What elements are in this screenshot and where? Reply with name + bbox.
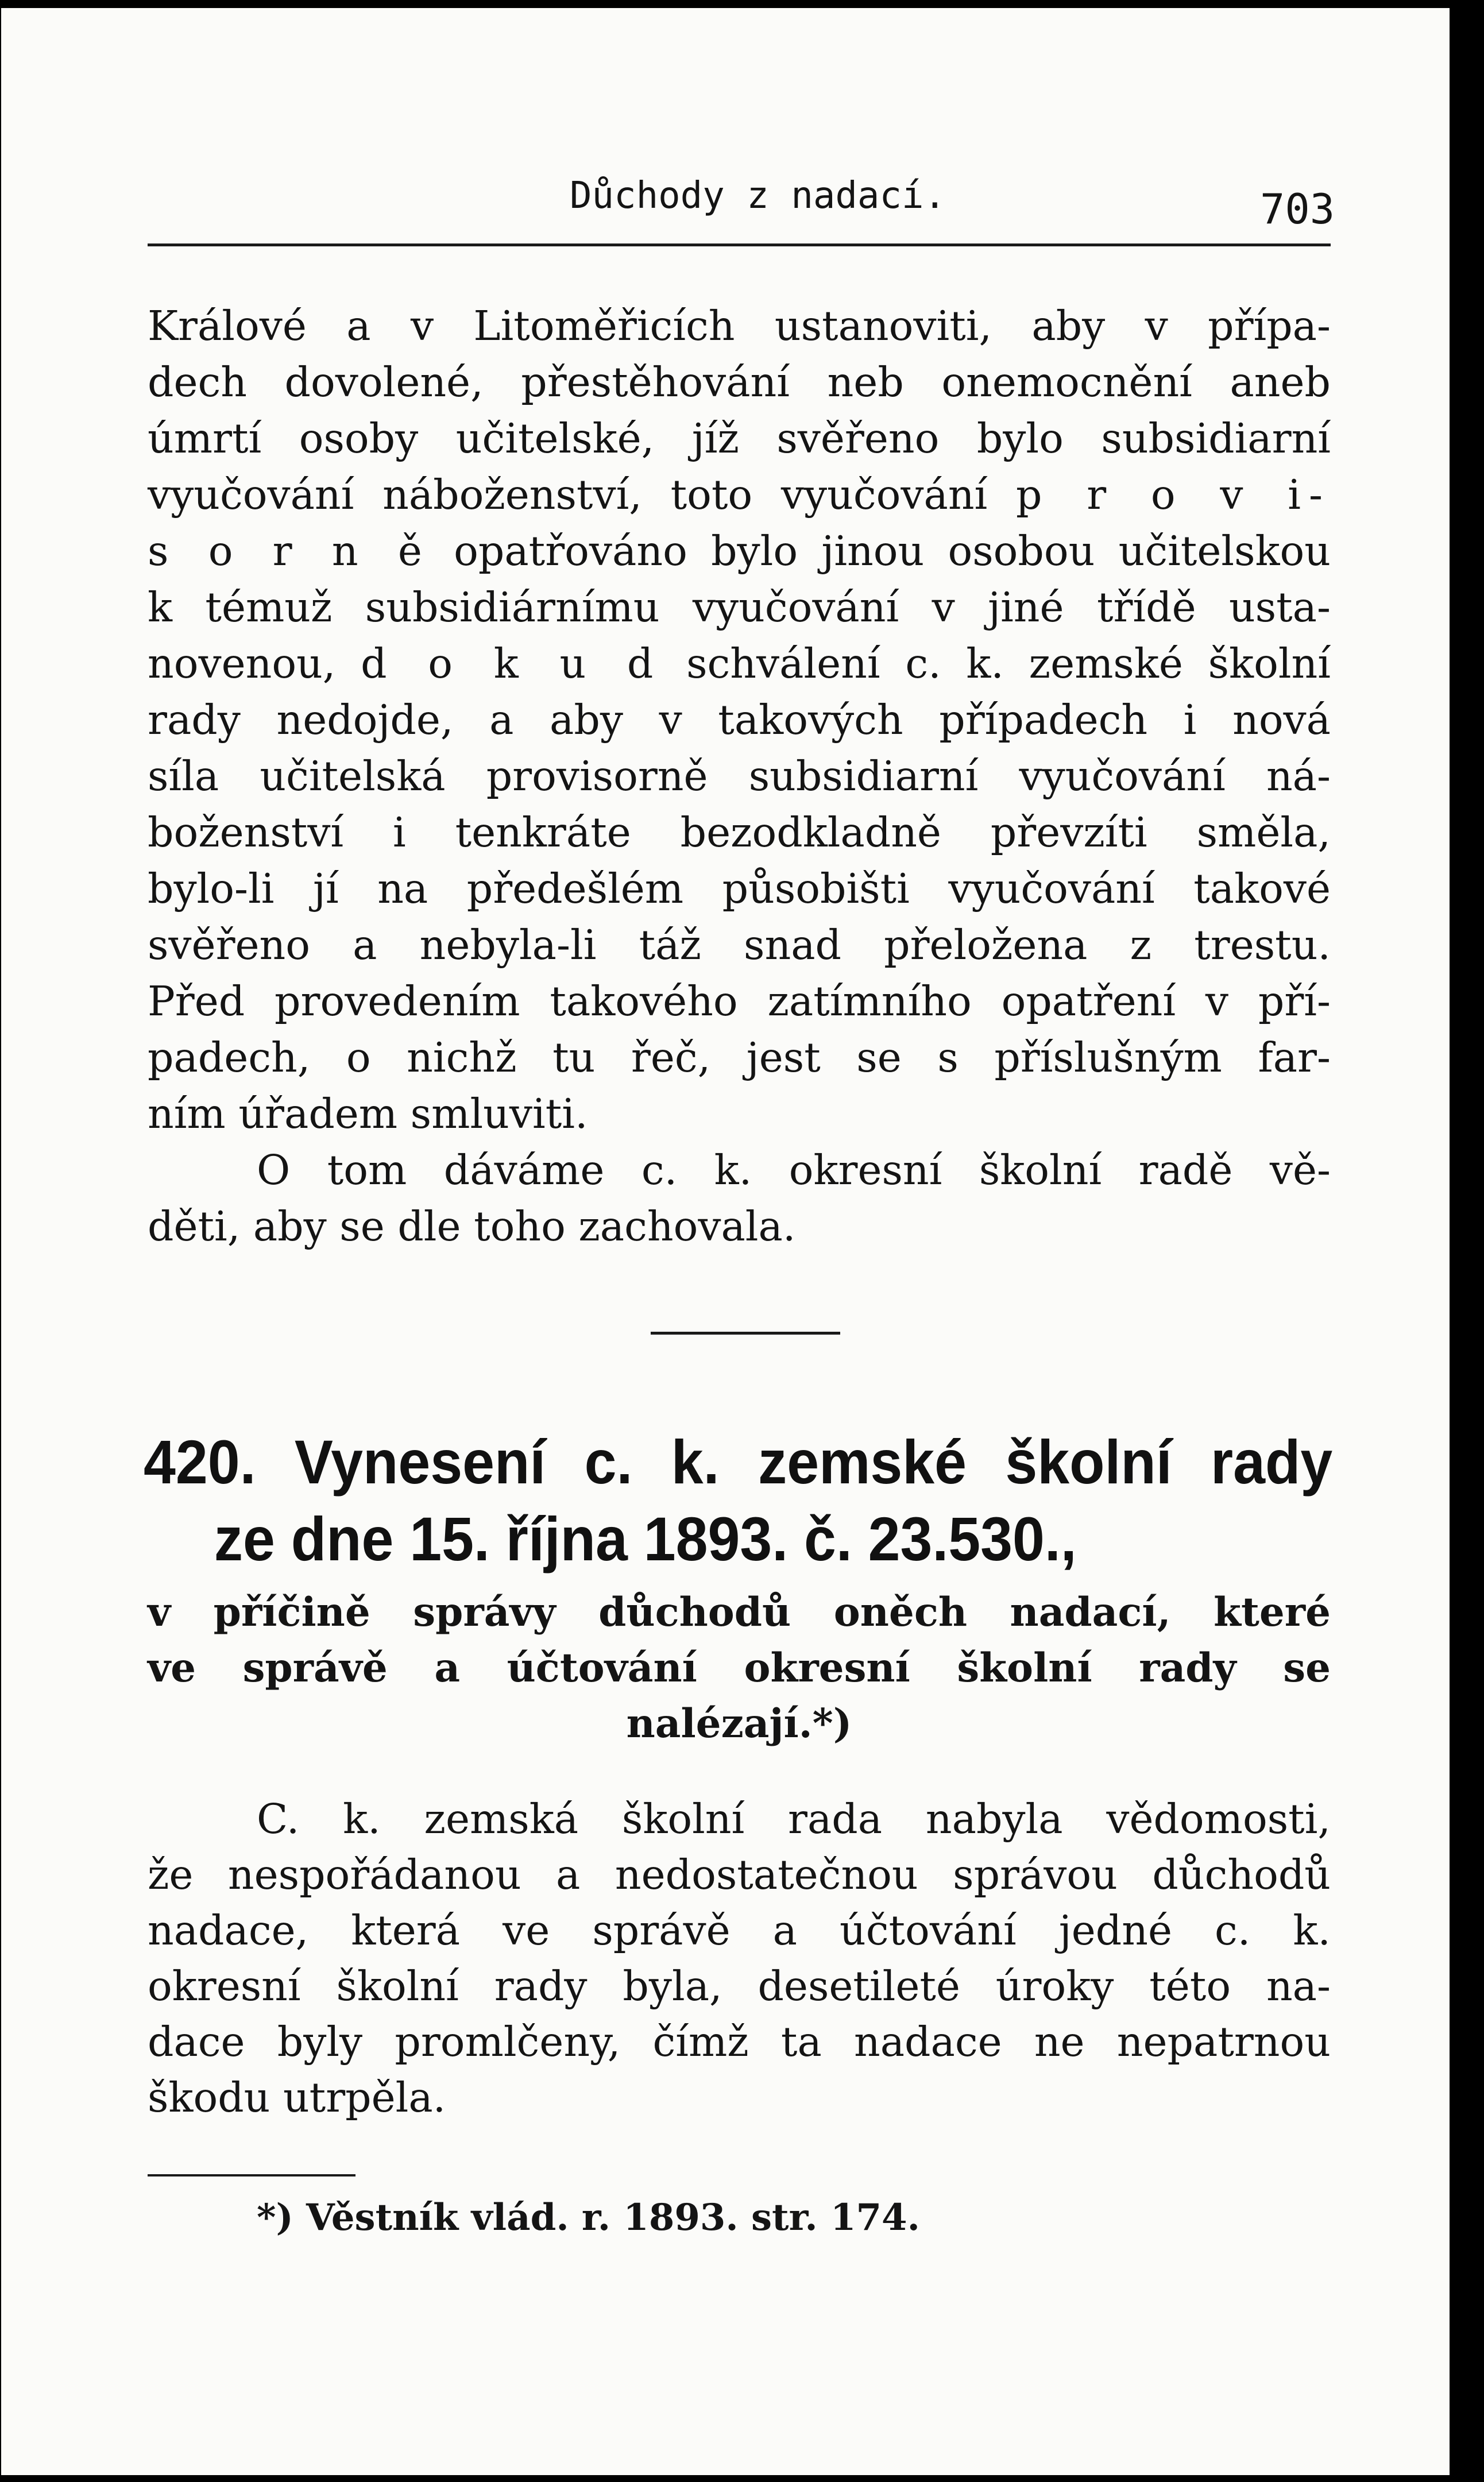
text-line: bylo-li jí na předešlém působišti vyučování takové [148,865,1331,913]
text-line: ním úřadem smluviti. [148,1090,588,1138]
running-header: Důchody z nadací. [570,175,946,217]
header-rule [148,243,1331,246]
text-line: síla učitelská provisorně subsidiarní vyučování ná- [148,752,1331,800]
text-line: okresní školní rady byla, desetileté úroky této na- [148,1962,1331,2010]
spaced-text: s o r n ě [148,527,430,575]
text-line: nadace, která ve správě a účtování jedné c. k. [148,1907,1331,1954]
text-line: svěřeno a nebyla-li táž snad přeložena z trestu. [148,921,1331,969]
text-line: dace byly promlčeny, čímž ta nadace ne nepatrnou [148,2018,1331,2066]
text-line: C. k. zemská školní rada nabyla vědomosti, [257,1795,1331,1843]
decree-body [148,1791,1331,2125]
text-line [148,636,1331,692]
section-divider [651,1332,840,1335]
footnote-rule [148,2174,355,2176]
scan-edge [1450,0,1484,2482]
document-page [1,8,1450,2475]
text-line: rady nedojde, a aby v takových případech i nová [148,696,1331,744]
subheading-line: ve správě a účtování okresní školní rady se [148,1645,1331,1691]
footnote: *) Věstník vlád. r. 1893. str. 174. [257,2196,920,2239]
decree-heading [144,1424,1333,1578]
text-fragment: novenou, [148,640,336,687]
spaced-text: d o k u d [361,640,662,687]
text-line: že nespořádanou a nedostatečnou správou důchodů [148,1851,1331,1899]
text-line: Před provedením takového zatímního opatření v pří- [148,977,1331,1025]
decree-heading-line-2: ze dne 15. října 1893. č. 23.530., [214,1504,1077,1574]
paragraph-1 [148,298,1331,1255]
text-line [148,523,1331,579]
text-line: dech dovolené, přestěhování neb onemocnění aneb [148,358,1331,406]
page-number: 703 [1260,185,1335,233]
subheading-line: nalézají.*) [626,1700,852,1747]
decree-subheading [148,1584,1331,1752]
subheading-line: v příčině správy důchodů oněch nadací, které [148,1589,1331,1636]
text-line: k témuž subsidiárnímu vyučování v jiné třídě usta- [148,583,1331,631]
text-line: boženství i tenkráte bezodkladně převzíti směla, [148,809,1331,856]
text-fragment: vyučování náboženství, toto vyučování [148,471,988,519]
text-line: padech, o nichž tu řeč, jest se s příslušným far- [148,1034,1331,1081]
text-line: děti, aby se dle toho zachovala. [148,1203,796,1250]
text-line [148,467,1331,523]
text-line: škodu utrpěla. [148,2074,446,2121]
text-fragment: schválení c. k. zemské školní [686,640,1331,687]
text-line: O tom dáváme c. k. okresní školní radě vě- [257,1146,1331,1194]
text-line: Králové a v Litoměřicích ustanoviti, aby v přípa- [148,302,1331,350]
text-line: úmrtí osoby učitelské, jíž svěřeno bylo subsidiarní [148,415,1331,462]
text-fragment: opatřováno bylo jinou osobou učitelskou [454,527,1331,575]
decree-heading-line-1: 420. Vynesení c. k. zemské školní rady [144,1427,1333,1497]
spaced-text: p r o v i- [1016,471,1331,519]
